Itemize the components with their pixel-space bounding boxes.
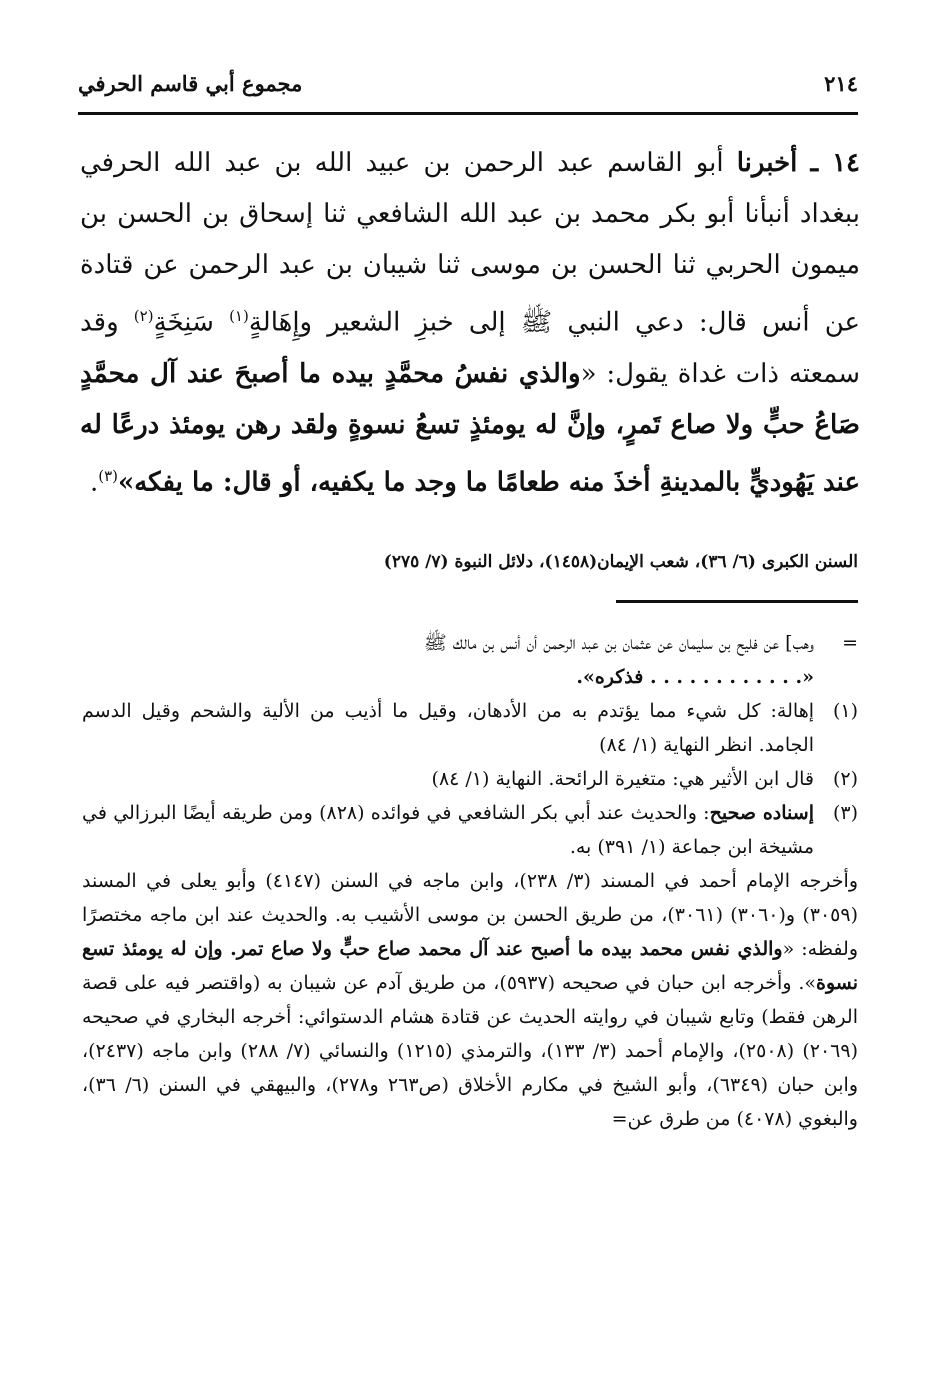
footnote-3-grading: إسناده صحيح bbox=[709, 802, 814, 824]
hadith-number: ١٤ ـ bbox=[810, 148, 861, 178]
footnote-ref-3: (٣) bbox=[98, 466, 118, 485]
book-title: مجموع أبي قاسم الحرفي bbox=[78, 70, 303, 96]
hadith-text bbox=[80, 138, 860, 508]
footnote-2-marker: (٢) bbox=[832, 768, 858, 790]
sources-line: السنن الكبرى (٦/ ٣٦)، شعب الإيمان(١٤٥٨)، دلائل النبوة (٧/ ٢٧٥) bbox=[383, 552, 858, 572]
hadith-sanikha: سَنِخَةٍ bbox=[153, 307, 214, 338]
continuation-line-2: «. . . . . . . . . . . . فذكره». bbox=[576, 666, 814, 688]
footnote-2 bbox=[82, 762, 858, 796]
footnote-3 bbox=[82, 796, 858, 864]
footnote-1-text: إهالة: كل شيء مما يؤتدم به من الأدهان، وقيل ما أذيب من الألية والشحم وقيل الدسم الجامد. انظر النهاية (١/ ٨٤) bbox=[82, 700, 814, 756]
footnote-continuation bbox=[82, 626, 858, 694]
footnote-3-text: : والحديث عند أبي بكر الشافعي في فوائده (٨٢٨) ومن طريقه أيضًا البرزالي في مشيخة ابن جماعة (١/ ٣٩١) به. bbox=[82, 802, 814, 858]
hadith-intro: أخبرنا bbox=[736, 148, 798, 178]
continuation-line-1: وهب] عن فليح بن سليمان عن عثمان بن عبد الرحمن أن أنس بن مالك ﷺ bbox=[423, 632, 814, 654]
header-divider bbox=[78, 112, 858, 115]
footnote-3-marker: (٣) bbox=[832, 802, 858, 824]
footnote-3-takhrij bbox=[82, 864, 858, 1136]
hadith-middle: وقد سمعته ذات غداة يقول: « bbox=[80, 307, 860, 389]
footnotes bbox=[82, 626, 858, 1136]
footnote-2-text: قال ابن الأثير هي: متغيرة الرائحة. النهاية (١/ ٨٤) bbox=[431, 768, 814, 790]
footnote-ref-1: (١) bbox=[229, 307, 249, 325]
hadith-end: . bbox=[89, 467, 99, 498]
takhrij-text-2: ». وأخرجه ابن حبان في صحيحه (٥٩٣٧)، من طريق آدم عن شيبان به (واقتصر فيه على قصة الرهن فقط) وتابع شيبان في روايته الحديث عن قتادة هشام الدستوائي: أخرجه البخاري في صحيحه (٢٠٦٩) (٢٥٠٨)، والإمام أحمد (٣/ ١٣٣)، والترمذي (١٢١٥) والنسائي (٧/ ٢٨٨) وابن ماجه (٢٤٣٧)، وابن حبان (٦٣٤٩)، وأبو الشيخ في مكارم الأخلاق (ص٢٦٣ و٢٧٨)، والبيهقي في السنن (٦/ ٣٦)، والبغوي (٤٠٧٨) من طرق عن= bbox=[82, 972, 858, 1130]
page-number: ٢١٤ bbox=[824, 70, 858, 96]
hadith-closing-quote: » bbox=[117, 467, 135, 498]
hadith-matn: والذي نفسُ محمَّدٍ بيده ما أصبحَ عند آل محمَّدٍ صَاعُ حبٍّ ولا صاع تَمرٍ، وإنَّ له يومئذٍ تسعُ نسوةٍ ولقد رهن يومئذ درعًا له عند يَهُوديٍّ بالمدينةِ أخذَ منه طعامًا ما وجد ما يكفيه، أو قال: ما يفكه bbox=[80, 358, 860, 498]
footnote-ref-2: (٢) bbox=[133, 307, 154, 325]
footnote-divider bbox=[616, 600, 858, 603]
continuation-marker: = bbox=[842, 632, 858, 654]
takhrij-text-1: وأخرجه الإمام أحمد في المسند (٣/ ٢٣٨)، وابن ماجه في السنن (٤١٤٧) وأبو يعلى في المسند (٣٠٥٩) و(٣٠٦٠) (٣٠٦١)، من طريق الحسن بن موسى الأشيب به. والحديث عند ابن ماجه مختصرًا ولفظه: « bbox=[82, 870, 859, 960]
footnote-1-marker: (١) bbox=[832, 700, 858, 722]
hadith-isnad: أبو القاسم عبد الرحمن بن عبيد الله بن عبد الله الحرفي ببغداد أنبأنا أبو بكر محمد بن عبد الله الشافعي ثنا إسحاق بن الحسن بن ميمون الحربي ثنا الحسن بن موسى ثنا شيبان بن عبد الرحمن عن قتادة عن أنس قال: دعي النبي ﷺ إلى خبزِ الشعير وإِهَالةٍ bbox=[80, 148, 861, 338]
takhrij-quote: والذي نفس محمد بيده ما أصبح عند آل محمد صاع حبٍّ ولا صاع تمر. وإن له يومئذ تسع نسوة bbox=[82, 938, 858, 994]
page-header bbox=[78, 60, 858, 106]
footnote-1 bbox=[82, 694, 858, 762]
